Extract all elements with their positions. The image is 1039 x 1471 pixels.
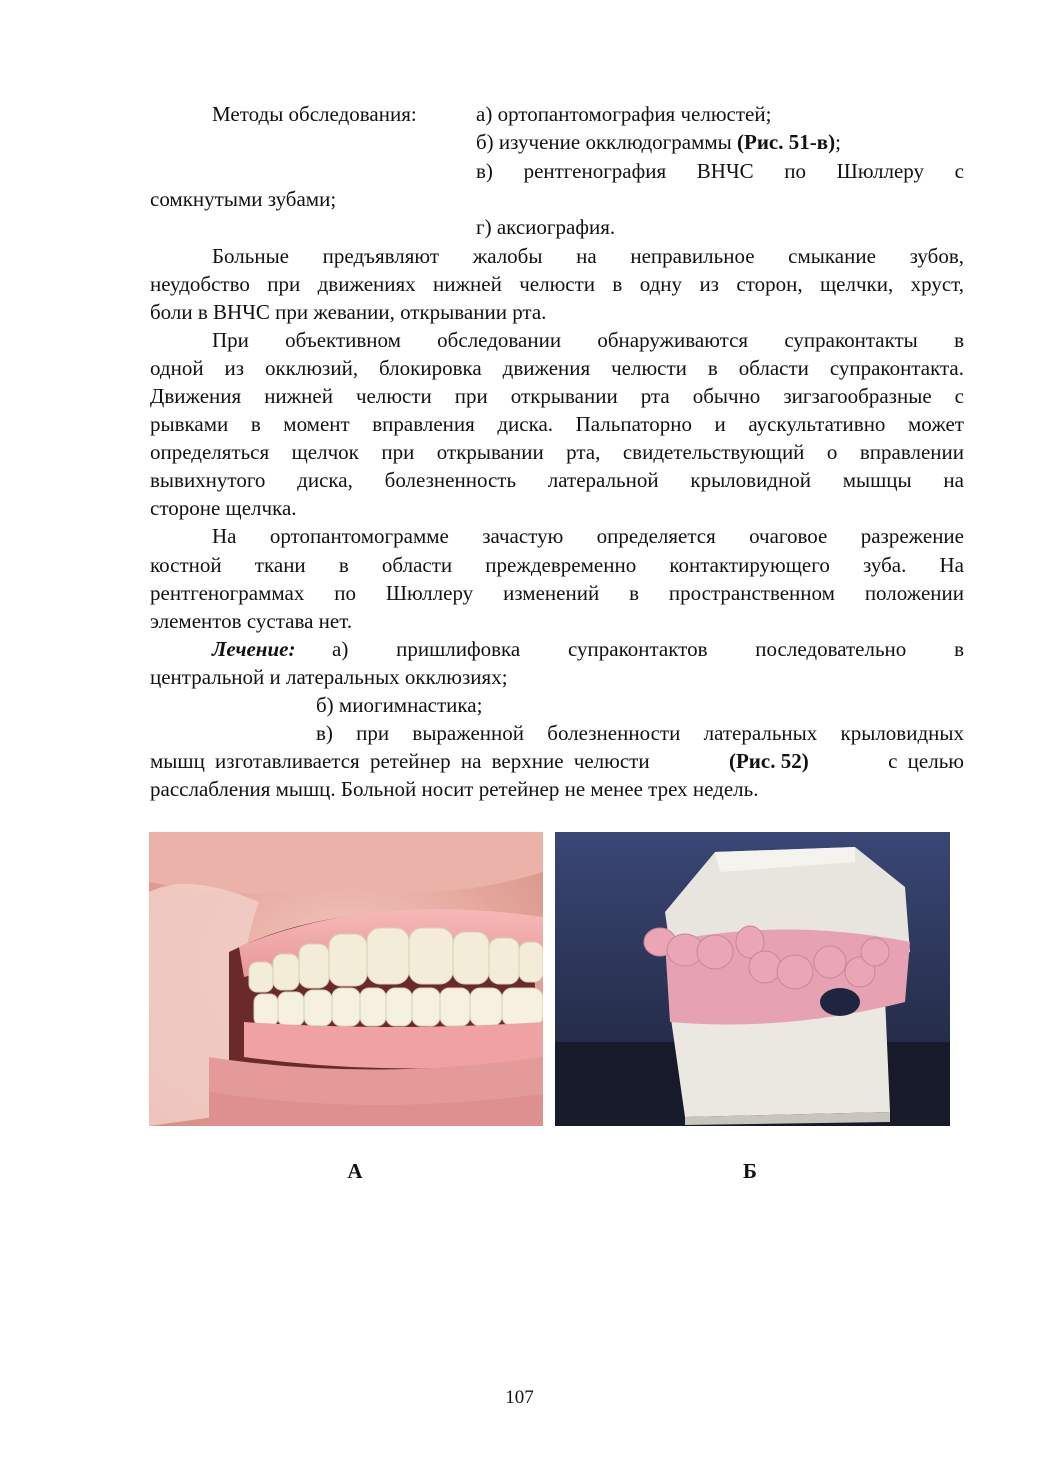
exam-line5: определяться щелчок при открывании рта, свидетельствующий о вправлении	[150, 440, 964, 464]
methods-item-v-line2: сомкнутыми зубами;	[150, 187, 337, 211]
methods-label: Методы обследования:	[212, 102, 417, 126]
figure-caption-b: Б	[743, 1159, 757, 1183]
complaints-line1: Больные предъявляют жалобы на неправильное смыкание зубов,	[212, 244, 964, 268]
treatment-v-line2-post: с целью	[877, 749, 964, 773]
complaints-line3: боли в ВНЧС при жевании, открывании рта.	[150, 300, 547, 324]
treatment-label: Лечение:	[212, 637, 296, 661]
methods-item-b-end: ;	[835, 130, 841, 154]
treatment-v-line2	[150, 747, 964, 775]
xray-line1: На ортопантомограмме зачастую определяется очаговое разрежение	[212, 524, 964, 548]
figure-ref-51: (Рис. 51-в)	[737, 130, 836, 154]
figure-ref-52: (Рис. 52)	[728, 749, 809, 773]
treatment-v-line2-pre: мышц изготавливается ретейнер на верхние челюсти	[150, 749, 660, 773]
treatment-b: б) миогимнастика;	[316, 693, 483, 717]
figure-photo-a	[149, 832, 543, 1126]
figure-photo-b	[555, 832, 950, 1126]
mouth-photo-illustration	[149, 832, 543, 1126]
page-number: 107	[505, 1387, 534, 1408]
xray-line2: костной ткани в области преждевременно контактирующего зуба. На	[150, 553, 964, 577]
exam-line6: вывихнутого диска, болезненность латеральной крыловидной мышцы на	[150, 468, 964, 492]
methods-item-a: а) ортопантомография челюстей;	[476, 102, 772, 126]
complaints-line2: неудобство при движениях нижней челюсти в одну из сторон, щелчки, хруст,	[150, 272, 964, 296]
xray-line4: элементов сустава нет.	[150, 609, 353, 633]
plaster-model-illustration	[555, 832, 950, 1126]
treatment-v-line1: в) при выраженной болезненности латеральных крыловидных	[316, 721, 964, 745]
methods-item-v-line1: в) рентгенография ВНЧС по Шюллеру с	[476, 159, 964, 183]
treatment-a-line1: а) пришлифовка супраконтактов последовательно в	[332, 637, 964, 661]
exam-line3: Движения нижней челюсти при открывании рта обычно зигзагообразные с	[150, 384, 964, 408]
exam-line2: одной из окклюзий, блокировка движения челюсти в области супраконтакта.	[150, 356, 964, 380]
figure-caption-a: А	[347, 1159, 363, 1183]
treatment-v-line3: расслабления мышц. Больной носит ретейнер не менее трех недель.	[150, 777, 759, 801]
exam-line7: стороне щелчка.	[150, 496, 297, 520]
treatment-a-line2: центральной и латеральных окклюзиях;	[150, 665, 508, 689]
exam-line4: рывками в момент вправления диска. Пальпаторно и аускультативно может	[150, 412, 964, 436]
methods-item-b	[476, 128, 841, 156]
xray-line3: рентгенограммах по Шюллеру изменений в пространственном положении	[150, 581, 964, 605]
methods-item-b-text: б) изучение окклюдограммы	[476, 130, 738, 154]
exam-line1: При объективном обследовании обнаруживаются супраконтакты в	[212, 328, 964, 352]
methods-item-g: г) аксиография.	[476, 215, 616, 239]
